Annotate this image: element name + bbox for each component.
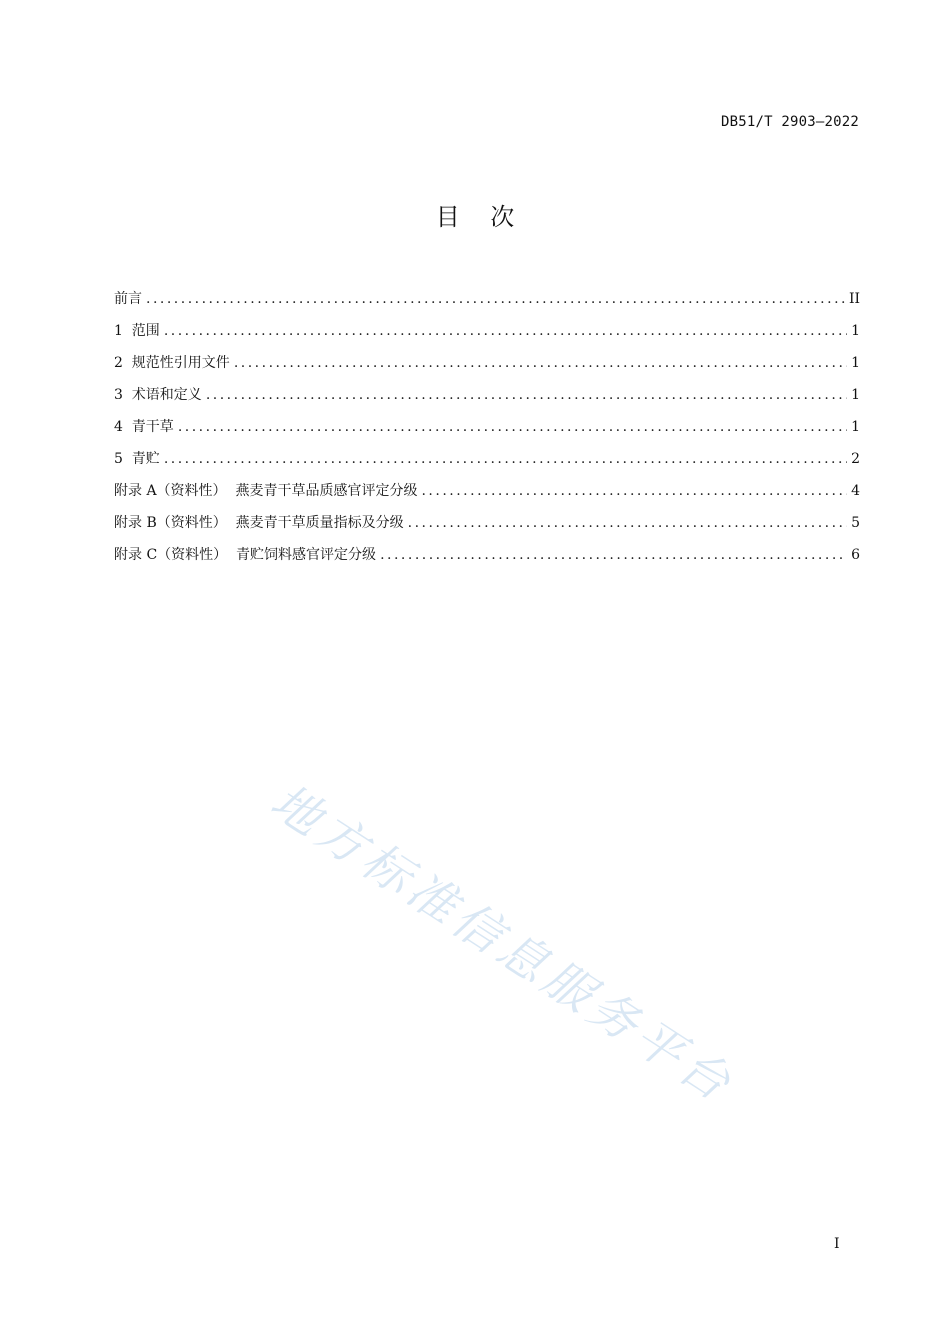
toc-entry-page: 1	[851, 323, 860, 339]
toc-entry-label: 附录 B（资料性） 燕麦青干草质量指标及分级	[114, 515, 404, 531]
toc-entry-label: 3 术语和定义	[114, 387, 202, 403]
dot-leader	[206, 384, 847, 406]
dot-leader	[164, 320, 847, 342]
toc-entry-label: 附录 C（资料性） 青贮饲料感官评定分级	[114, 547, 377, 563]
toc-entry-label: 1 范围	[114, 323, 160, 339]
toc-entry-silage[interactable]	[114, 448, 860, 480]
toc-entry-terms-definitions[interactable]	[114, 384, 860, 416]
toc-entry-hay[interactable]	[114, 416, 860, 448]
dot-leader	[408, 512, 847, 534]
toc-entry-page: 1	[851, 387, 860, 403]
dot-leader	[234, 352, 847, 374]
dot-leader	[380, 544, 847, 566]
toc-entry-page: 5	[851, 515, 860, 531]
document-code: DB51/T 2903—2022	[720, 114, 859, 130]
page-title: 目 次	[435, 203, 515, 231]
toc-entry-foreword[interactable]	[114, 288, 860, 320]
toc-entry-label: 4 青干草	[114, 419, 174, 435]
toc-entry-page: 6	[851, 547, 860, 563]
toc-entry-scope[interactable]	[114, 320, 860, 352]
toc-entry-normative-references[interactable]	[114, 352, 860, 384]
dot-leader	[164, 448, 847, 470]
table-of-contents	[114, 288, 860, 576]
watermark: 地方标准信息服务平台	[260, 773, 745, 1115]
toc-entry-page: 4	[851, 483, 860, 499]
toc-entry-appendix-c[interactable]	[114, 544, 860, 576]
toc-entry-label: 2 规范性引用文件	[114, 355, 230, 371]
dot-leader	[421, 480, 847, 502]
toc-entry-label: 5 青贮	[114, 451, 160, 467]
toc-entry-page: 1	[851, 355, 860, 371]
toc-entry-label: 前言	[114, 291, 142, 307]
toc-entry-appendix-a[interactable]	[114, 480, 860, 512]
dot-leader	[146, 288, 845, 310]
toc-entry-page: II	[848, 291, 860, 307]
toc-entry-page: 1	[851, 419, 860, 435]
toc-entry-label: 附录 A（资料性） 燕麦青干草品质感官评定分级	[114, 483, 418, 499]
toc-entry-appendix-b[interactable]	[114, 512, 860, 544]
page-number: I	[834, 1236, 840, 1252]
toc-entry-page: 2	[851, 451, 860, 467]
dot-leader	[178, 416, 847, 438]
